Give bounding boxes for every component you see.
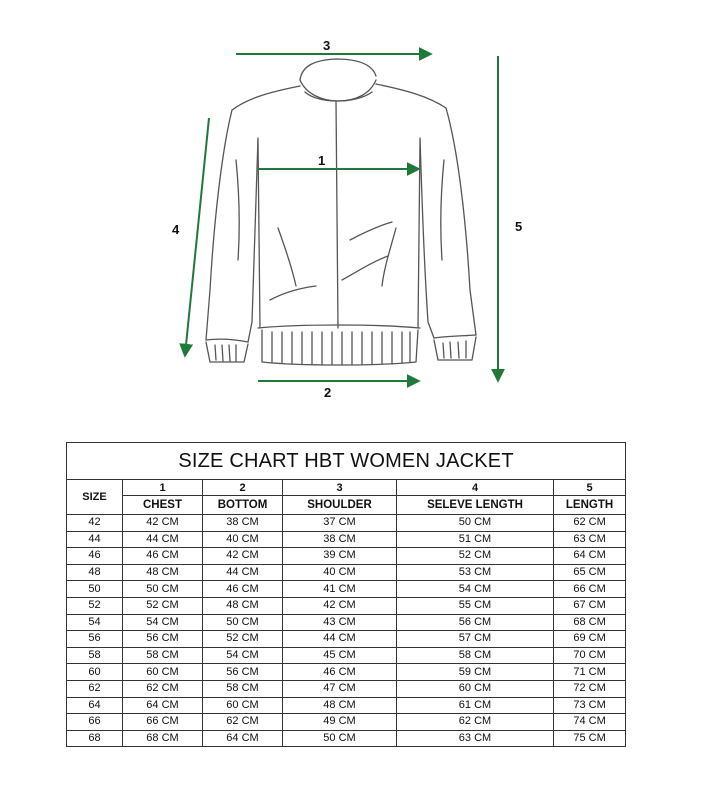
measurement-cell: 62 CM [203, 714, 283, 731]
size-cell: 46 [67, 548, 123, 565]
measurement-cell: 50 CM [123, 581, 203, 598]
measure-label-length: 5 [515, 219, 523, 234]
measurement-cell: 54 CM [203, 647, 283, 664]
table-row [67, 531, 626, 548]
measurement-cell: 56 CM [397, 614, 554, 631]
column-number: 1 [123, 480, 203, 496]
table-row [67, 597, 626, 614]
table-row [67, 714, 626, 731]
column-header-shoulder: SHOULDER [283, 496, 397, 515]
measurement-cell: 52 CM [397, 548, 554, 565]
measurement-cell: 54 CM [397, 581, 554, 598]
measurement-cell: 68 CM [123, 730, 203, 747]
size-chart-table [66, 442, 626, 747]
size-cell: 58 [67, 647, 123, 664]
measurement-cell: 48 CM [203, 597, 283, 614]
table-row [67, 730, 626, 747]
size-cell: 54 [67, 614, 123, 631]
measure-label-shoulder: 3 [323, 38, 331, 53]
size-cell: 66 [67, 714, 123, 731]
column-number: 5 [554, 480, 626, 496]
measurement-cell: 63 CM [554, 531, 626, 548]
measurement-cell: 66 CM [123, 714, 203, 731]
measurement-cell: 46 CM [283, 664, 397, 681]
measurement-cell: 57 CM [397, 631, 554, 648]
column-number: 2 [203, 480, 283, 496]
measurement-cell: 43 CM [283, 614, 397, 631]
measurement-cell: 54 CM [123, 614, 203, 631]
size-cell: 48 [67, 564, 123, 581]
column-number: 3 [283, 480, 397, 496]
measurement-cell: 71 CM [554, 664, 626, 681]
table-row [67, 564, 626, 581]
measurement-cell: 50 CM [203, 614, 283, 631]
measurement-cell: 66 CM [554, 581, 626, 598]
measurement-cell: 58 CM [123, 647, 203, 664]
measurement-cell: 60 CM [397, 680, 554, 697]
measurement-cell: 48 CM [123, 564, 203, 581]
measurement-cell: 50 CM [397, 515, 554, 532]
column-header-bottom: BOTTOM [203, 496, 283, 515]
measure-label-bottom: 2 [324, 385, 332, 400]
measurement-cell: 75 CM [554, 730, 626, 747]
measurement-cell: 56 CM [203, 664, 283, 681]
sleeve-length-arrow [185, 118, 209, 355]
measurement-cell: 42 CM [203, 548, 283, 565]
measurement-cell: 63 CM [397, 730, 554, 747]
measurement-cell: 47 CM [283, 680, 397, 697]
jacket-outline [206, 59, 476, 365]
measurement-cell: 69 CM [554, 631, 626, 648]
measurement-cell: 64 CM [554, 548, 626, 565]
measure-label-sleeve: 4 [172, 222, 180, 237]
measurement-cell: 59 CM [397, 664, 554, 681]
measurement-cell: 73 CM [554, 697, 626, 714]
measurement-cell: 74 CM [554, 714, 626, 731]
measurement-cell: 44 CM [203, 564, 283, 581]
measurement-cell: 42 CM [123, 515, 203, 532]
measurement-cell: 45 CM [283, 647, 397, 664]
measurement-cell: 67 CM [554, 597, 626, 614]
measurement-cell: 58 CM [203, 680, 283, 697]
table-row [67, 647, 626, 664]
measurement-cell: 44 CM [283, 631, 397, 648]
table-row [67, 515, 626, 532]
measurement-cell: 64 CM [123, 697, 203, 714]
table-row [67, 680, 626, 697]
measurement-cell: 41 CM [283, 581, 397, 598]
measurement-cell: 61 CM [397, 697, 554, 714]
measurement-cell: 37 CM [283, 515, 397, 532]
measurement-cell: 60 CM [203, 697, 283, 714]
measurement-cell: 46 CM [123, 548, 203, 565]
size-rows [67, 515, 626, 747]
table-row [67, 664, 626, 681]
table-row [67, 614, 626, 631]
measurement-cell: 40 CM [283, 564, 397, 581]
size-cell: 60 [67, 664, 123, 681]
measurement-cell: 70 CM [554, 647, 626, 664]
measurement-cell: 58 CM [397, 647, 554, 664]
measurement-cell: 42 CM [283, 597, 397, 614]
measurement-cell: 38 CM [283, 531, 397, 548]
measure-label-chest: 1 [318, 153, 326, 168]
measurement-cell: 40 CM [203, 531, 283, 548]
size-header: SIZE [67, 480, 123, 515]
table-row [67, 548, 626, 565]
measurement-cell: 49 CM [283, 714, 397, 731]
measurement-cell: 60 CM [123, 664, 203, 681]
measurement-cell: 64 CM [203, 730, 283, 747]
measurement-cell: 53 CM [397, 564, 554, 581]
measurement-cell: 46 CM [203, 581, 283, 598]
size-cell: 68 [67, 730, 123, 747]
size-cell: 52 [67, 597, 123, 614]
size-cell: 42 [67, 515, 123, 532]
size-cell: 50 [67, 581, 123, 598]
measurement-cell: 48 CM [283, 697, 397, 714]
measurement-cell: 62 CM [123, 680, 203, 697]
table-row [67, 581, 626, 598]
measurement-cell: 39 CM [283, 548, 397, 565]
measurement-cell: 52 CM [123, 597, 203, 614]
measurement-cell: 62 CM [554, 515, 626, 532]
measurement-cell: 68 CM [554, 614, 626, 631]
column-header-length: LENGTH [554, 496, 626, 515]
size-cell: 56 [67, 631, 123, 648]
size-cell: 64 [67, 697, 123, 714]
measurement-cell: 56 CM [123, 631, 203, 648]
column-header-sleeve-length: SELEVE LENGTH [397, 496, 554, 515]
column-number: 4 [397, 480, 554, 496]
measurement-cell: 65 CM [554, 564, 626, 581]
measurement-cell: 44 CM [123, 531, 203, 548]
measurement-cell: 50 CM [283, 730, 397, 747]
column-header-chest: CHEST [123, 496, 203, 515]
size-cell: 62 [67, 680, 123, 697]
measurement-cell: 52 CM [203, 631, 283, 648]
measurement-cell: 51 CM [397, 531, 554, 548]
table-row [67, 697, 626, 714]
measurement-cell: 38 CM [203, 515, 283, 532]
measurement-cell: 55 CM [397, 597, 554, 614]
size-cell: 44 [67, 531, 123, 548]
table-title: SIZE CHART HBT WOMEN JACKET [67, 443, 626, 480]
table-row [67, 631, 626, 648]
measurement-cell: 62 CM [397, 714, 554, 731]
measurement-cell: 72 CM [554, 680, 626, 697]
